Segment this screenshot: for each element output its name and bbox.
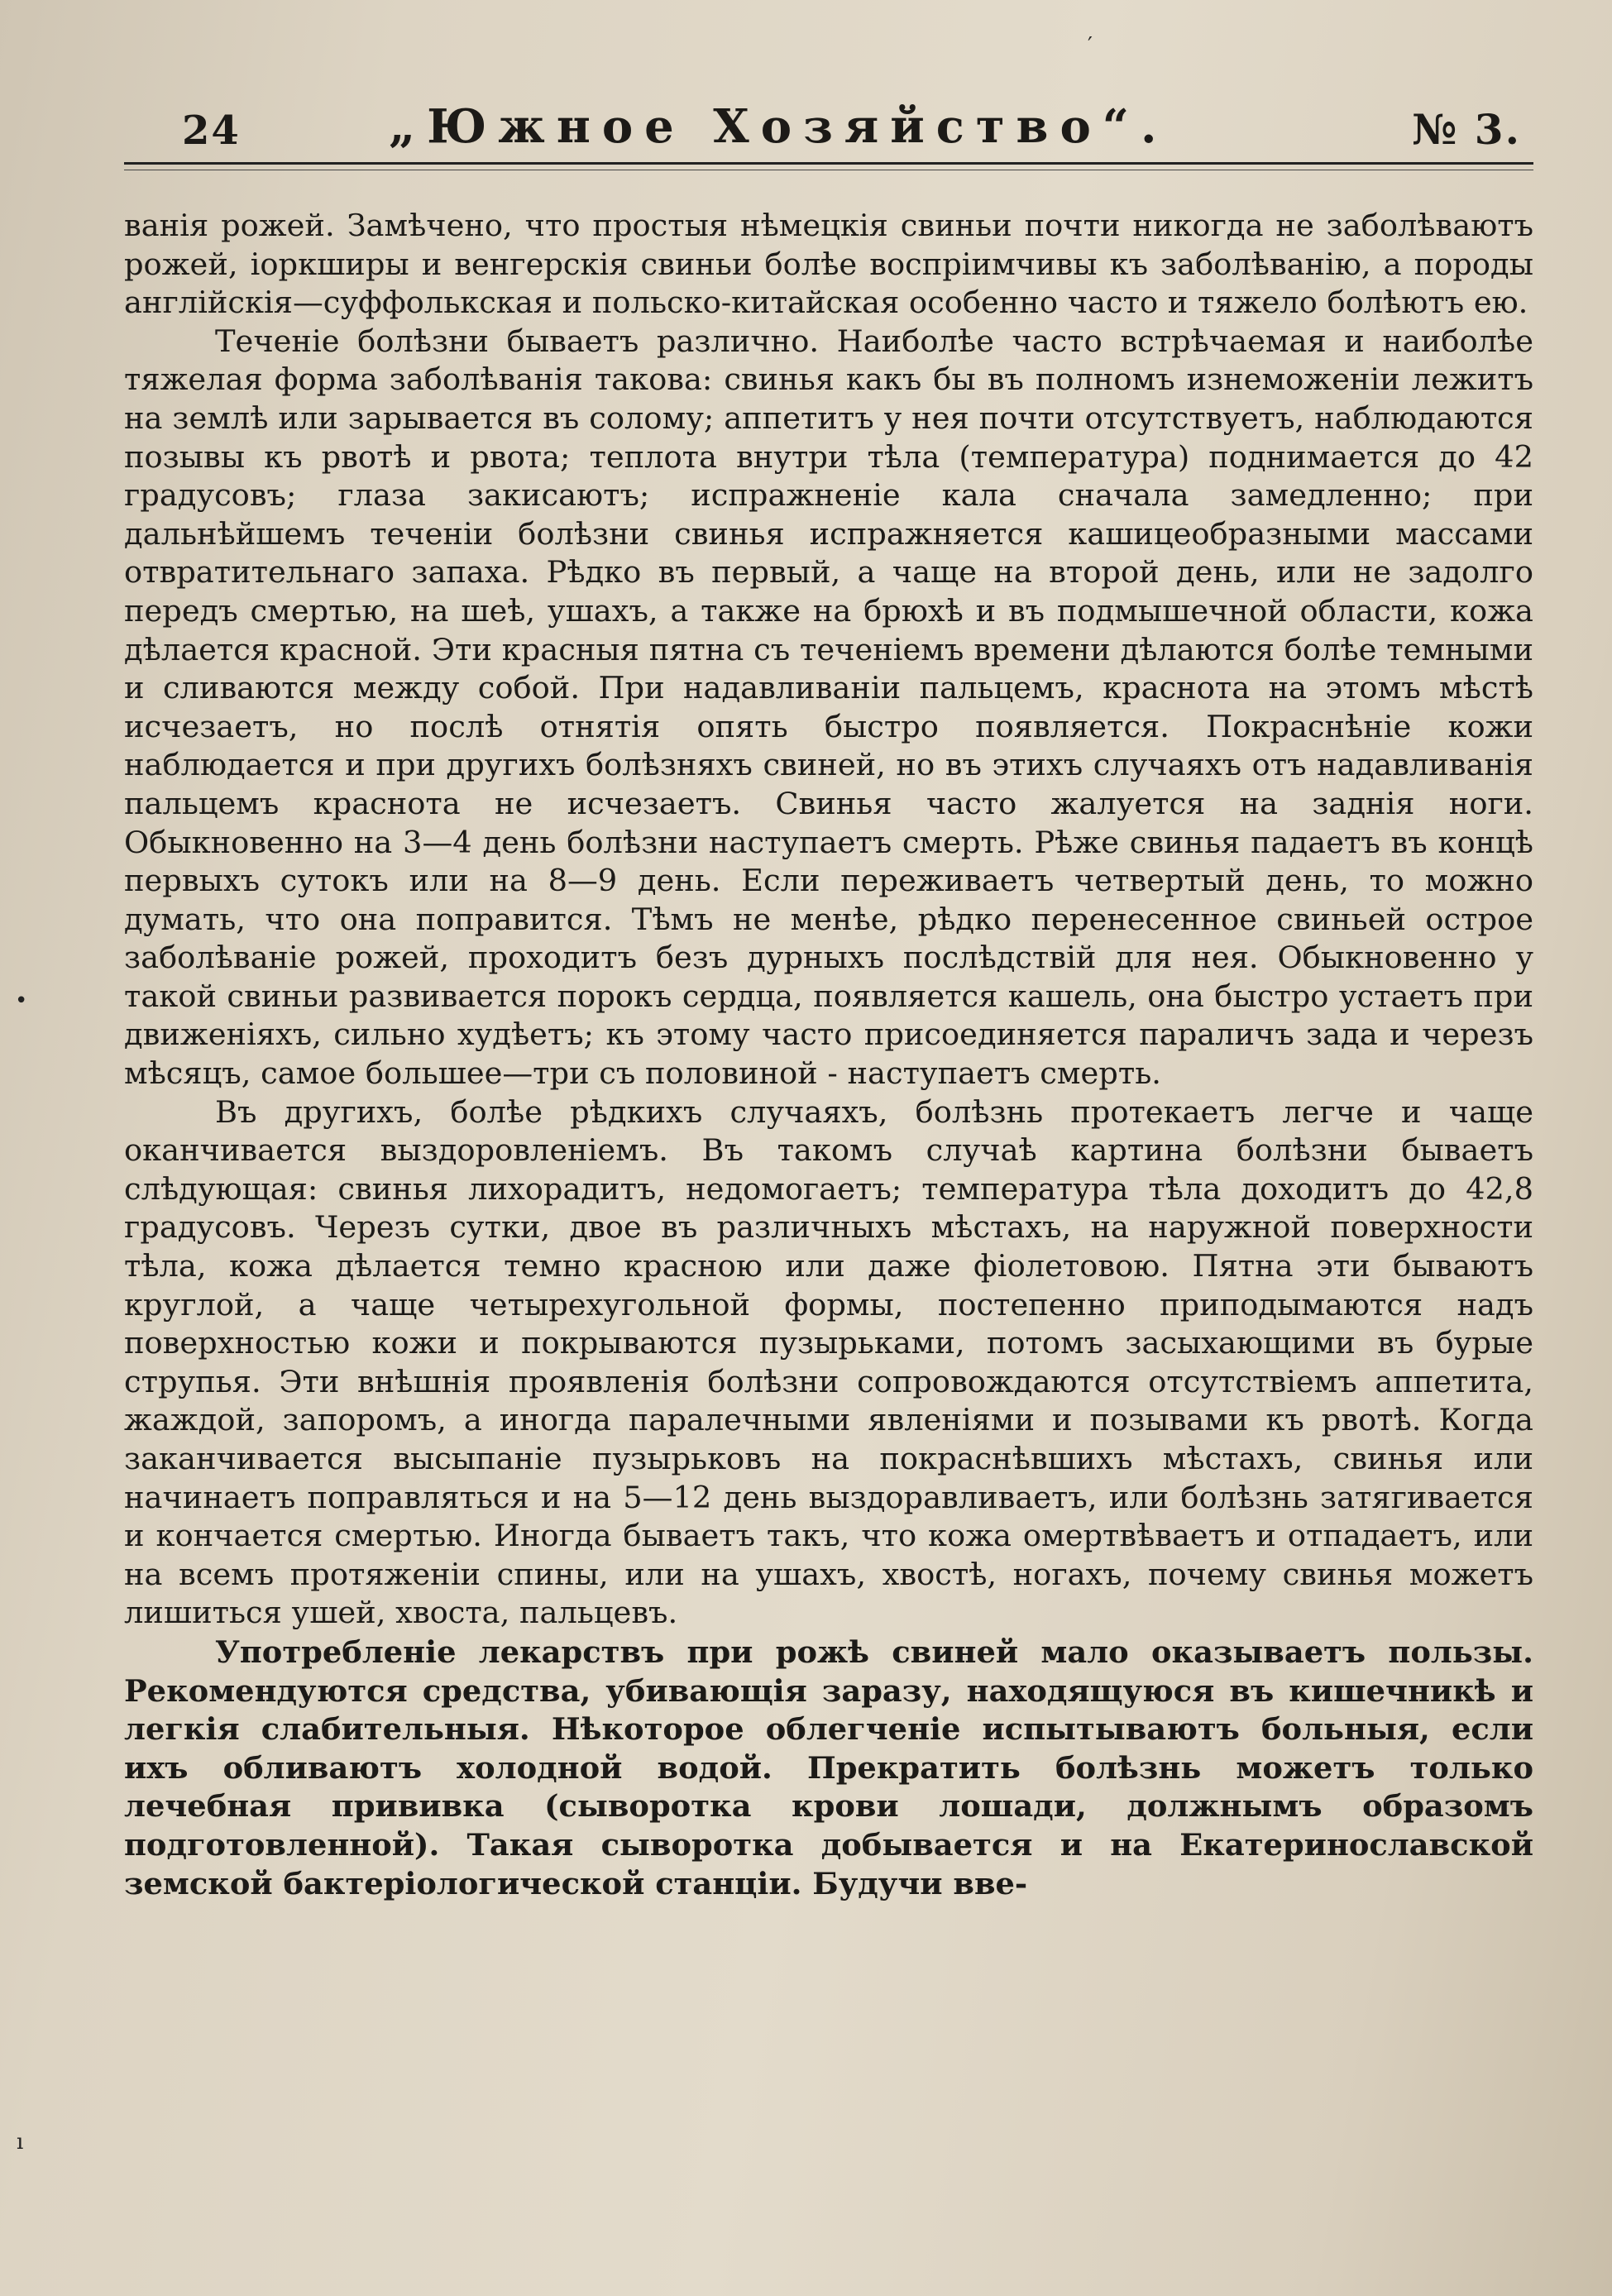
article-body: [124, 207, 1533, 1902]
scan-speck: ′: [1088, 33, 1093, 58]
margin-speck: ı: [17, 2130, 24, 2155]
page-number: 24: [182, 108, 241, 154]
paragraph-continuation: ванія рожей. Замѣчено, что простыя нѣмецкія свиньи почти никогда не заболѣваютъ рожей, іоркширы и венгерскія свиньи болѣе воспріимчивы къ заболѣванію, а породы англійскія—суффолькская и польско-китайская особенно часто и тяжело болѣютъ ею.: [124, 208, 1533, 321]
issue-number: № 3.: [1412, 105, 1521, 154]
paragraph-disease-course: Теченіе болѣзни бываетъ различно. Наиболѣе часто встрѣчаемая и наиболѣе тяжелая форма заболѣванія такова: свинья какъ бы въ полномъ изнеможеніи лежитъ на землѣ или зарывается въ солому; аппетитъ у нея почти отсутствуетъ, наблюдаются позывы къ рвотѣ и рвота; теплота внутри тѣла (температура) поднимается до 42 градусовъ; глаза закисаютъ; испражненіе кала сначала замедленно; при дальнѣйшемъ теченіи болѣзни свинья испражняется кашицеобразными массами отвратительнаго запаха. Рѣдко въ первый, а чаще на второй день, или не задолго передъ смертью, на шеѣ, ушахъ, а также на брюхѣ и въ подмышечной области, кожа дѣлается красной. Эти красныя пятна съ теченіемъ времени дѣлаются болѣе темными и сливаются между собой. При надавливаніи пальцемъ, краснота на этомъ мѣстѣ исчезаетъ, но послѣ отнятія опять быстро появляется. Покраснѣніе кожи наблюдается и при другихъ болѣзняхъ свиней, но въ этихъ случаяхъ отъ надавливанія пальцемъ краснота не исчезаетъ. Свинья часто жалуется на заднія ноги. Обыкновенно на 3—4 день болѣзни наступаетъ смерть. Рѣже свинья падаетъ въ концѣ первыхъ сутокъ или на 8—9 день. Если переживаетъ четвертый день, то можно думать, что она поправится. Тѣмъ не менѣе, рѣдко перенесенное свиньей острое заболѣваніе рожей, проходитъ безъ дурныхъ послѣдствій для нея. Обыкновенно у такой свиньи развивается порокъ сердца, появляется кашель, она быстро устаетъ при движеніяхъ, сильно худѣетъ; къ этому часто присоединяется параличъ зада и черезъ мѣсяцъ, самое большее—три съ половиной - наступаетъ смерть.: [124, 323, 1533, 1092]
margin-speck: •: [15, 988, 28, 1013]
header-rule-thick: [124, 162, 1533, 165]
page-header: [124, 99, 1533, 164]
journal-title: „Южное Хозяйство“.: [389, 99, 1169, 154]
paragraph-mild-cases: Въ другихъ, болѣе рѣдкихъ случаяхъ, болѣзнь протекаетъ легче и чаще оканчивается выздоровленіемъ. Въ такомъ случаѣ картина болѣзни бываетъ слѣдующая: свинья лихорадитъ, недомогаетъ; температура тѣла доходитъ до 42,8 градусовъ. Черезъ сутки, двое въ различныхъ мѣстахъ, на наружной поверхности тѣла, кожа дѣлается темно красною или даже фіолетовою. Пятна эти бываютъ круглой, а чаще четырехугольной формы, постепенно приподымаются надъ поверхностью кожи и покрываются пузырьками, потомъ засыхающими въ бурые струпья. Эти внѣшнія проявленія болѣзни сопровождаются отсутствіемъ аппетита, жаждой, запоромъ, а иногда паралечными явленіями и позывами къ рвотѣ. Когда заканчивается высыпаніе пузырьковъ на покраснѣвшихъ мѣстахъ, свинья или начинаетъ поправляться и на 5—12 день выздоравливаетъ, или болѣзнь затягивается и кончается смертью. Иногда бываетъ такъ, что кожа омертвѣваетъ и отпадаетъ, или на всемъ протяженіи спины, или на ушахъ, хвостѣ, ногахъ, почему свинья можетъ лишиться ушей, хвоста, пальцевъ.: [124, 1093, 1533, 1631]
paragraph-treatment: Употребленіе лекарствъ при рожѣ свиней мало оказываетъ пользы. Рекомендуются средства, убивающія заразу, находящуюся въ кишечникѣ и легкія слабительныя. Нѣкоторое облегченіе испытываютъ больныя, если ихъ обливаютъ холодной водой. Прекратить болѣзнь можетъ только лечебная прививка (сыворотка крови лошади, должнымъ образомъ подготовленной). Такая сыворотка добывается и на Екатеринославской земской бактеріологической станціи. Будучи вве-: [124, 1633, 1533, 1901]
